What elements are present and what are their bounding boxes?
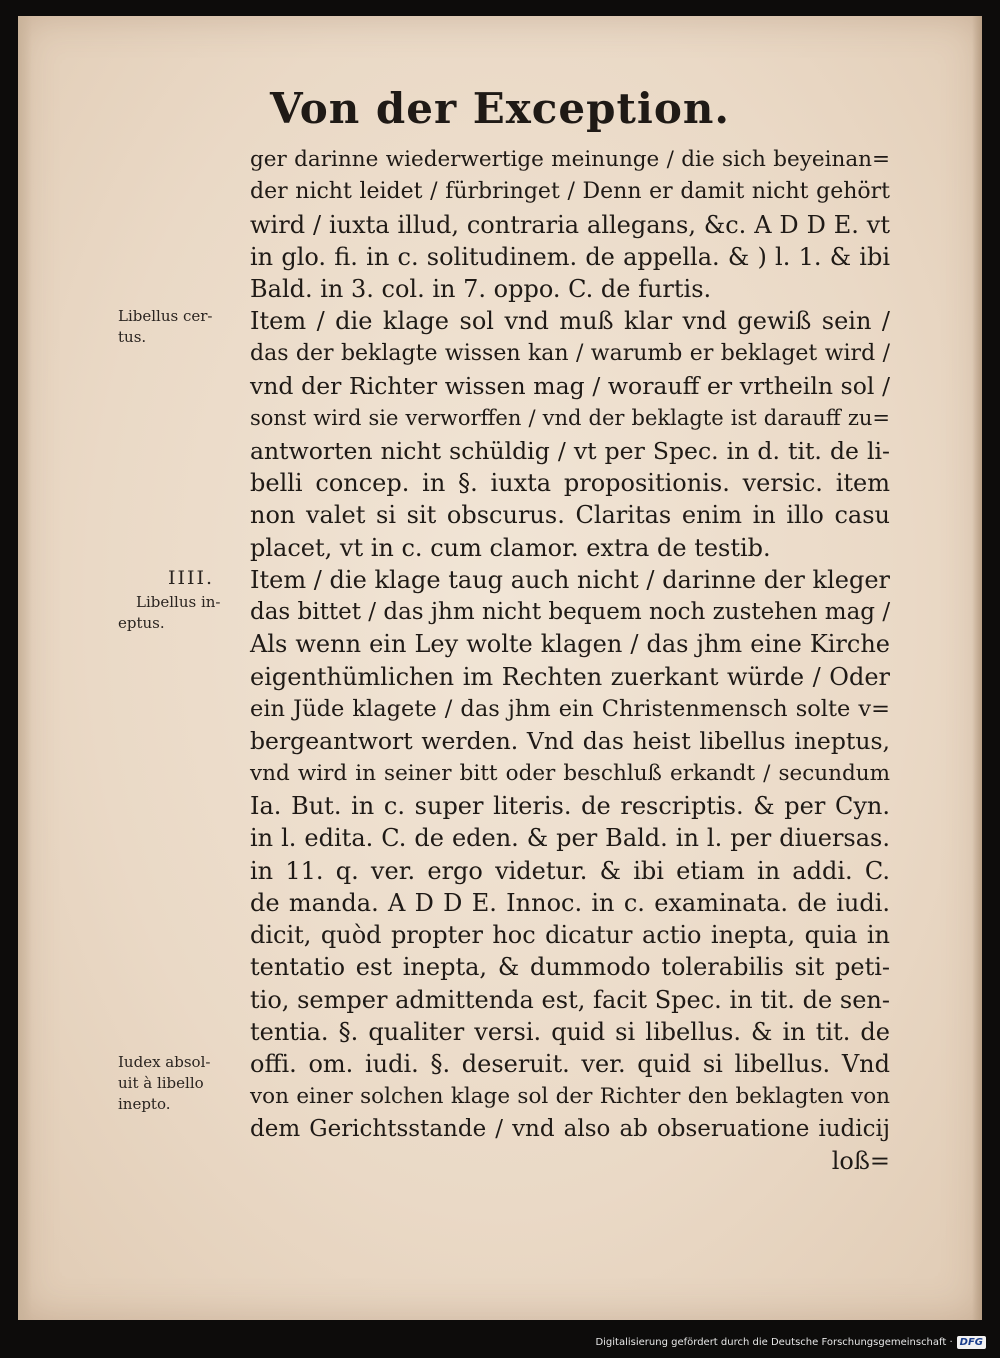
text-line: tentia. §. qualiter versi. quid si libellus. & in tit. de [250,1018,890,1047]
book-page [18,16,982,1320]
text-line: dicit, quòd propter hoc dicatur actio inepta, quia in [250,921,890,950]
margin-note-libellus-certus [118,306,250,348]
text-line: vnd wird in seiner bitt oder beschluß erkandt / secundum [250,760,890,786]
margin-note-line: Libellus in- [136,593,221,611]
catchword: loß= [831,1147,890,1176]
text-line: vnd der Richter wissen mag / worauff er vrtheiln sol / [250,372,890,401]
running-head: Von der Exception. [270,84,730,133]
text-line: der nicht leidet / fürbringet / Denn er damit nicht gehört [250,179,890,205]
text-line: das bittet / das jhm nicht bequem noch zustehen mag / [250,599,891,626]
text-line: von einer solchen klage sol der Richter den beklagten von [250,1083,890,1109]
margin-note-libellus-ineptus [118,592,250,634]
text-line: de manda. A D D E. Innoc. in c. examinata. de iudi. [250,888,890,917]
dfg-logo: DFG [957,1336,986,1349]
page-gutter-shadow [18,16,32,1320]
margin-note-line: eptus. [118,614,165,632]
margin-note-line: uit à libello [118,1074,204,1092]
text-line: belli concep. in §. iuxta propositionis. versic. item [250,468,890,497]
credit-text: Digitalisierung gefördert durch die Deutsche Forschungsgemeinschaft · [595,1336,953,1348]
text-line: eigenthümlichen im Rechten zuerkant würde / Oder [250,662,890,691]
text-line: Als wenn ein Ley wolte klagen / das jhm eine Kirche [250,630,890,659]
text-line: tio, semper admittenda est, facit Spec. in tit. de sen- [250,985,890,1014]
text-line: das der beklagte wissen kan / warumb er beklaget wird / [250,340,890,366]
text-line: dem Gerichtsstande / vnd also ab obseruatione iudicij [250,1115,890,1142]
text-line: Bald. in 3. col. in 7. oppo. C. de furtis. [250,275,712,304]
text-line: ein Jüde klagete / das jhm ein Christenmensch solte v= [250,696,890,723]
text-line: placet, vt in c. cum clamor. extra de testib. [250,533,771,562]
text-line: Item / die klage sol vnd muß klar vnd gewiß sein / [250,307,890,336]
text-line: antworten nicht schüldig / vt per Spec. in d. tit. de li- [250,436,890,465]
text-line: Ia. But. in c. super literis. de rescriptis. & per Cyn. [250,791,890,820]
text-line: Item / die klage taug auch nicht / darinne der kleger [250,565,890,594]
text-line: in 11. q. ver. ergo videtur. & ibi etiam in addi. C. [250,856,890,885]
text-line: in l. edita. C. de eden. & per Bald. in l. per diuersas. [250,824,890,853]
margin-note-iudex-absoluit [118,1052,250,1115]
text-line: wird / iuxta illud, contraria allegans, &c. A D D E. vt [250,210,890,239]
digitization-credit [595,1329,986,1355]
text-line: offi. om. iudi. §. deseruit. ver. quid si libellus. Vnd [250,1050,890,1079]
text-line: ger darinne wiederwertige meinunge / die sich beyeinan= [250,147,890,172]
margin-note-line: inepto. [118,1095,171,1113]
margin-numeral: IIII. [168,567,215,589]
page-edge-shadow [972,16,982,1320]
margin-note-line: Libellus cer- [118,307,213,325]
text-line: sonst wird sie verworffen / vnd der beklagte ist darauff zu= [250,406,890,431]
margin-note-line: Iudex absol- [118,1053,211,1071]
text-line: in glo. fi. in c. solitudinem. de appella. & ) l. 1. & ibi [250,242,890,271]
margin-note-line: tus. [118,328,147,346]
text-line: tentatio est inepta, & dummodo tolerabilis sit peti- [250,953,890,982]
text-line: bergeantwort werden. Vnd das heist libellus ineptus, [250,727,890,756]
text-line: non valet si sit obscurus. Claritas enim in illo casu [250,501,890,530]
main-text-block [250,144,890,1178]
